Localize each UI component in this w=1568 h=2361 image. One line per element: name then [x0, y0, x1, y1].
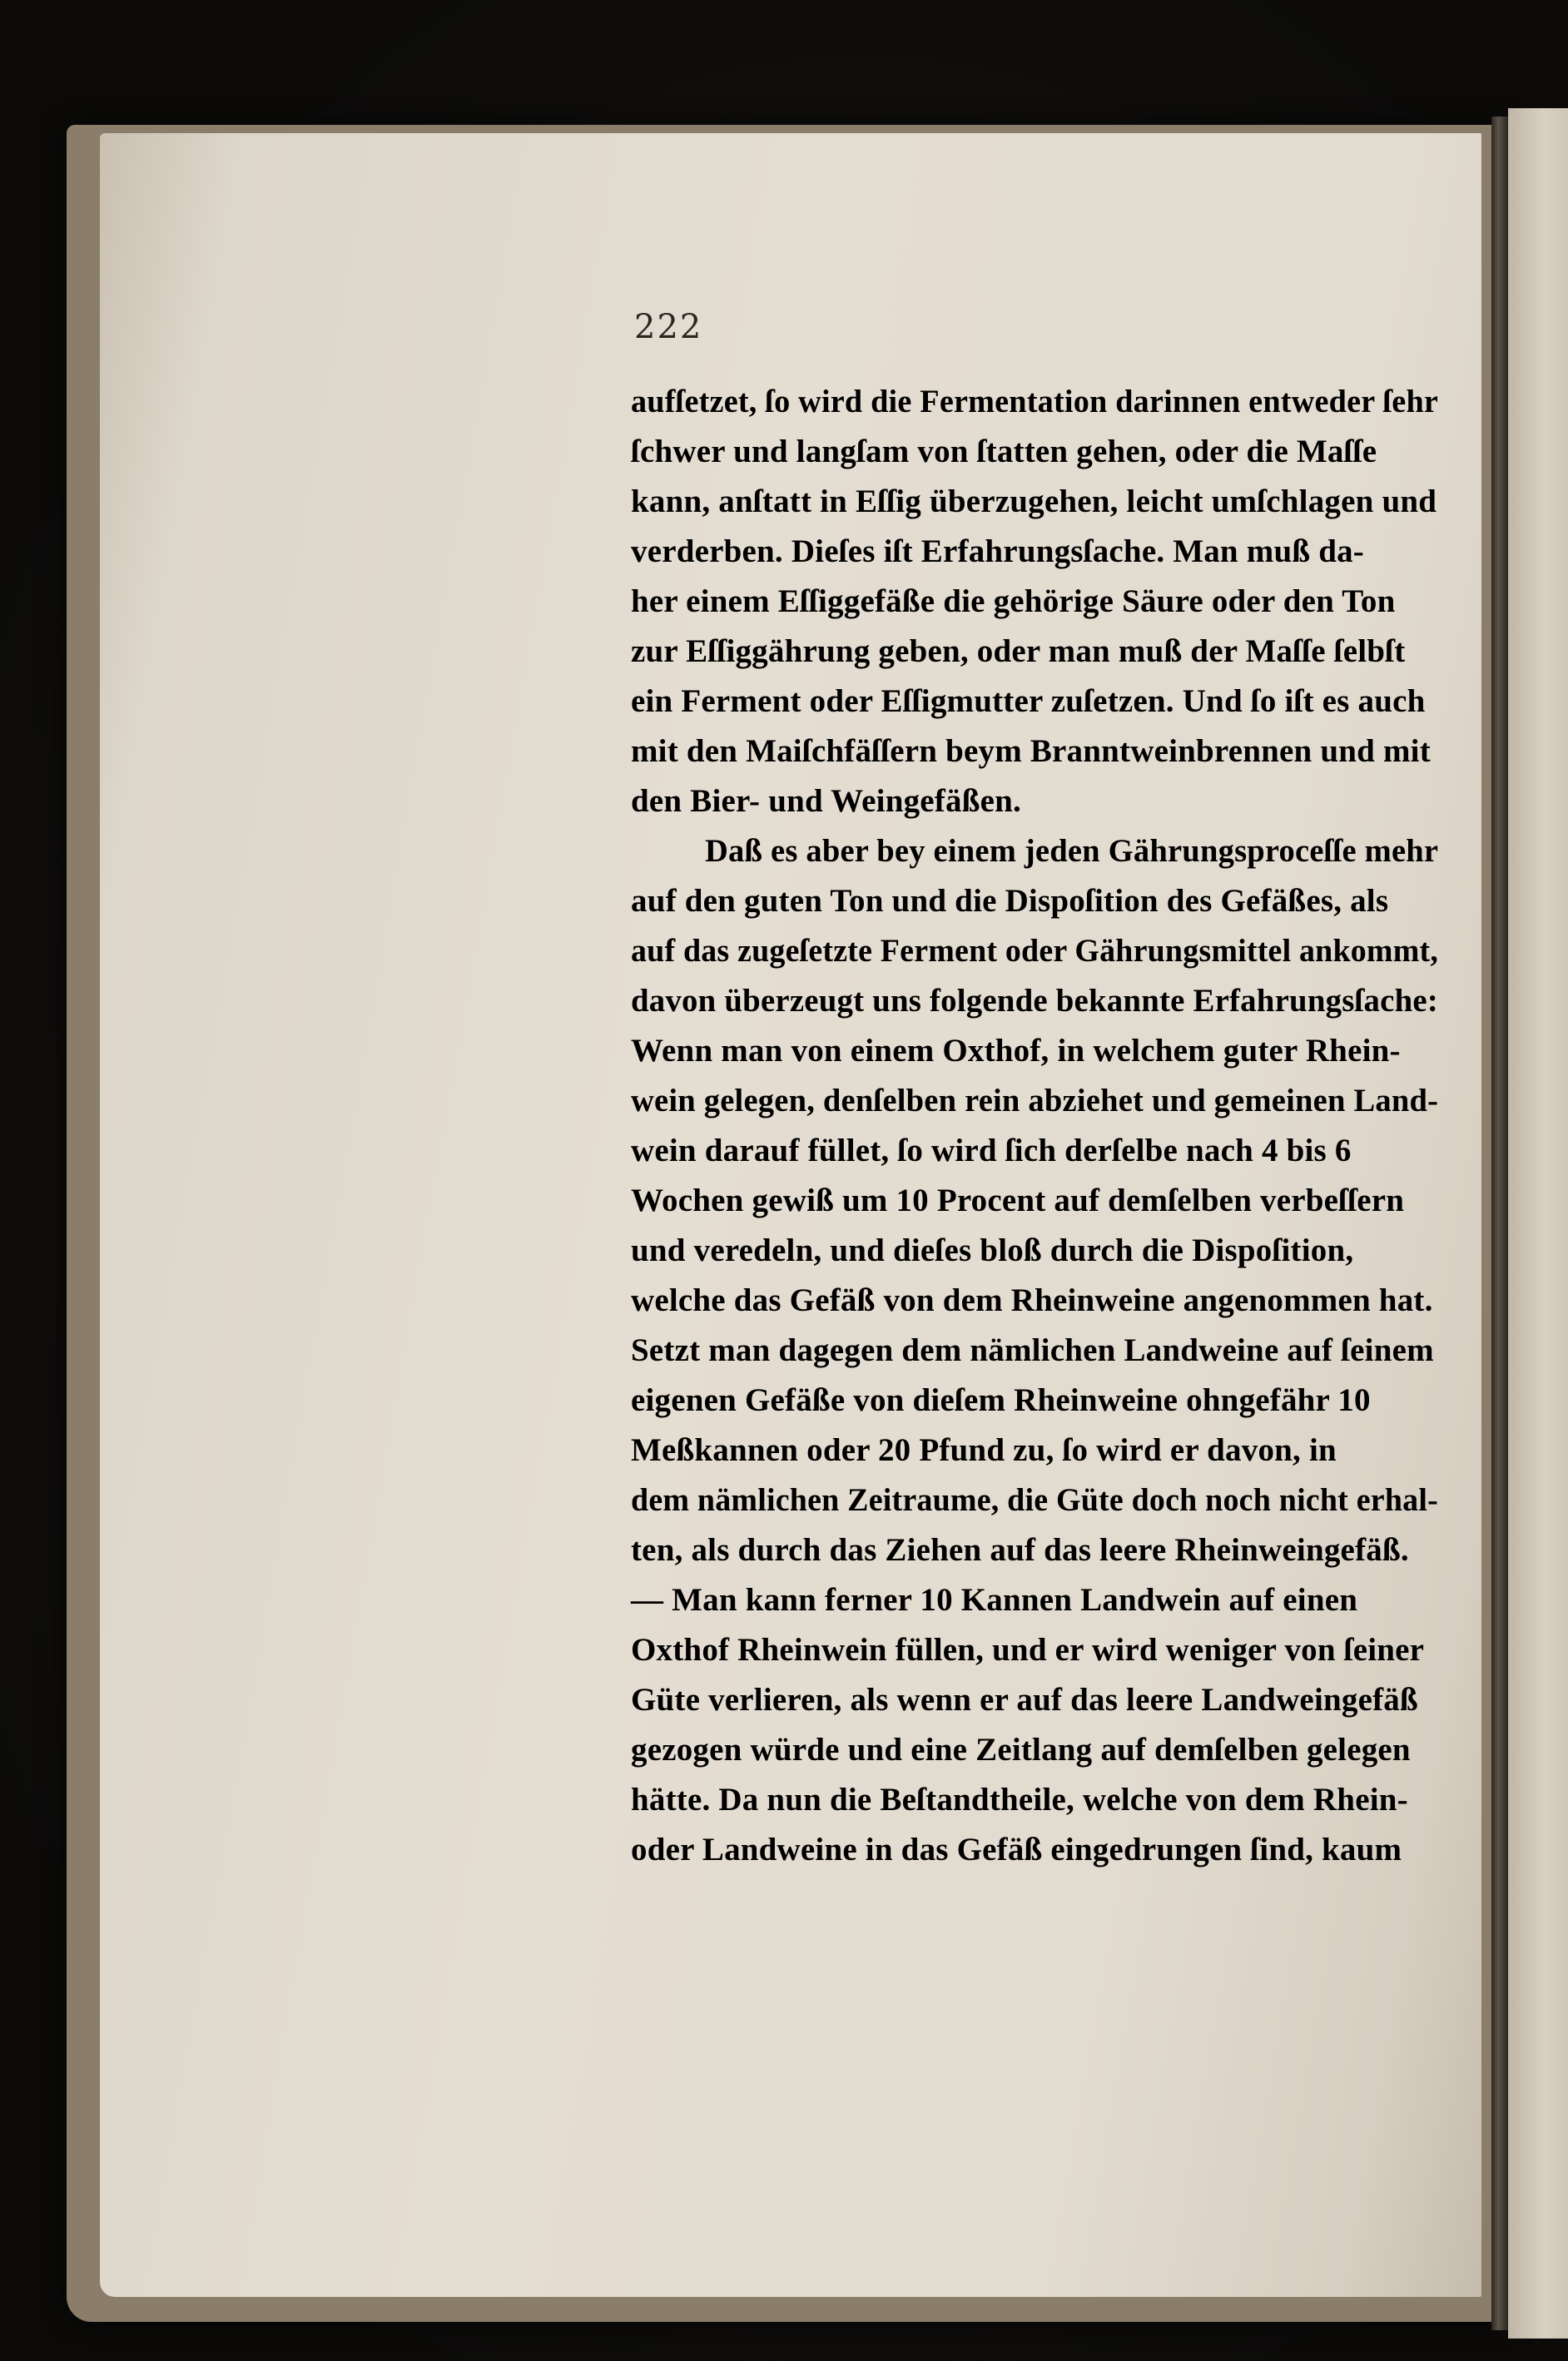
text-line: Meßkannen oder 20 Pfund zu, ſo wird er davon, in [631, 1432, 1337, 1468]
text-line: wein gelegen, denſelben rein abziehet und gemeinen Land- [631, 1083, 1439, 1118]
text-line: dem nämlichen Zeitraume, die Güte doch noch nicht erhal- [631, 1482, 1438, 1518]
text-line: ein Ferment oder Eſſigmutter zuſetzen. Und ſo iſt es auch [631, 683, 1426, 719]
text-line: wein darauf füllet, ſo wird ſich derſelbe nach 4 bis 6 [631, 1133, 1352, 1168]
text-line: den Bier- und Weingefäßen. [631, 783, 1021, 819]
text-line: oder Landweine in das Gefäß eingedrungen ſind, kaum [631, 1832, 1402, 1867]
text-line: verderben. Dieſes iſt Erfahrungsſache. Man muß da- [631, 533, 1364, 569]
text-line: gezogen würde und eine Zeitlang auf demſelben gelegen [631, 1732, 1411, 1768]
text-line: aufſetzet, ſo wird die Fermentation darinnen entweder ſehr [631, 384, 1439, 419]
facing-page-edge [1508, 108, 1568, 2339]
text-line: ſchwer und langſam von ſtatten gehen, oder die Maſſe [631, 434, 1377, 469]
text-line: davon überzeugt uns folgende bekannte Erfahrungsſache: [631, 983, 1438, 1019]
text-line: eigenen Gefäße von dieſem Rheinweine ohngefähr 10 [631, 1382, 1371, 1418]
text-line: und veredeln, und dieſes bloß durch die Dispoſition, [631, 1233, 1354, 1268]
text-line: kann, anſtatt in Eſſig überzugehen, leicht umſchlagen und [631, 484, 1437, 519]
text-line: zur Eſſiggährung geben, oder man muß der Maſſe ſelbſt [631, 633, 1406, 669]
book-gutter [1491, 117, 1508, 2330]
text-line: auf den guten Ton und die Dispoſition des Gefäßes, als [631, 883, 1389, 919]
text-line: welche das Gefäß von dem Rheinweine angenommen hat. [631, 1282, 1433, 1318]
text-block [631, 377, 1438, 1875]
text-line: mit den Maiſchfäſſern beym Branntweinbrennen und mit [631, 733, 1431, 769]
text-line: Wochen gewiß um 10 Procent auf demſelben verbeſſern [631, 1183, 1405, 1218]
paragraph-start-line: Daß es aber bey einem jeden Gährungsproceſſe mehr [704, 833, 1439, 869]
page-number: 222 [634, 308, 703, 346]
text-line: Setzt man dagegen dem nämlichen Landweine auf ſeinem [631, 1332, 1434, 1368]
text-line: auf das zugeſetzte Ferment oder Gährungsmittel ankommt, [631, 933, 1439, 969]
text-line: ten, als durch das Ziehen auf das leere Rheinweingefäß. [631, 1532, 1409, 1568]
text-line: Güte verlieren, als wenn er auf das leere Landweingefäß [631, 1682, 1418, 1718]
text-line: Oxthof Rheinwein füllen, und er wird weniger von ſeiner [631, 1632, 1425, 1668]
text-line: Wenn man von einem Oxthof, in welchem guter Rhein- [631, 1033, 1401, 1069]
text-line: hätte. Da nun die Beſtandtheile, welche von dem Rhein- [631, 1782, 1408, 1818]
text-line: her einem Eſſiggefäße die gehörige Säure oder den Ton [631, 583, 1396, 619]
text-line: — Man kann ferner 10 Kannen Landwein auf einen [631, 1582, 1358, 1618]
